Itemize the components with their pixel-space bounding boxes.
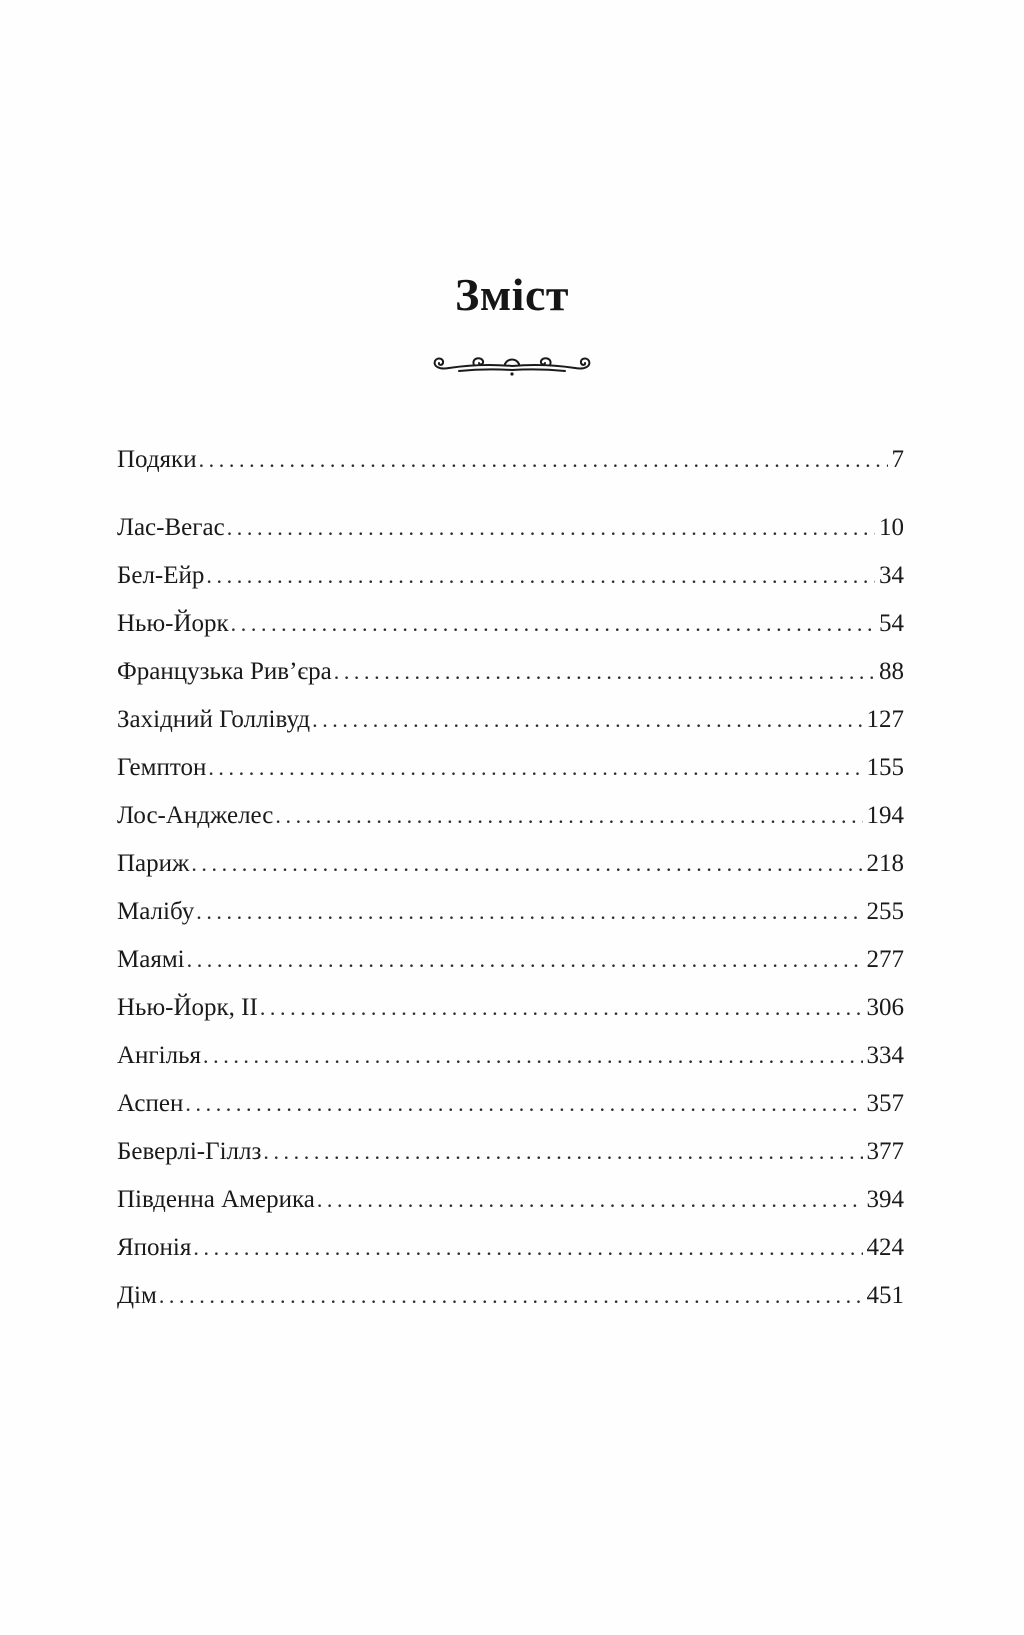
- toc-leader-dots: [187, 947, 863, 973]
- toc-leader-dots: [227, 515, 875, 541]
- page-title: Зміст: [455, 269, 569, 320]
- toc-entry-page-number: 306: [866, 994, 904, 1021]
- toc-entry: [117, 1282, 904, 1322]
- toc-leader-dots: [317, 1187, 863, 1213]
- toc-entry-page-number: 218: [866, 850, 904, 877]
- toc-entry-label: Париж: [117, 850, 190, 877]
- toc-entry-label: Західний Голлівуд: [117, 706, 311, 733]
- toc-leader-dots: [185, 1091, 862, 1117]
- toc-entry-page-number: 10: [879, 514, 904, 541]
- toc-entry-page-number: 377: [866, 1138, 904, 1165]
- toc-leader-dots: [334, 659, 875, 685]
- toc-leader-dots: [196, 899, 862, 925]
- toc-leader-dots: [203, 1043, 862, 1069]
- toc-entry: [117, 994, 904, 1034]
- toc-entry-label: Маямі: [117, 946, 185, 973]
- toc-entry: [117, 610, 904, 650]
- toc-leader-dots: [208, 755, 862, 781]
- toc-entry-page-number: 394: [866, 1186, 904, 1213]
- toc-entry: [117, 898, 904, 938]
- toc-entry-page-number: 88: [879, 658, 904, 685]
- toc-entry: [117, 514, 904, 554]
- toc-entry-label: Французька Рив’єра: [117, 658, 332, 685]
- toc-entry-page-number: 277: [866, 946, 904, 973]
- toc-entry: [117, 754, 904, 794]
- toc-entry-page-number: 424: [866, 1234, 904, 1261]
- toc-entry: [117, 1138, 904, 1178]
- toc-entry-page-number: 155: [866, 754, 904, 781]
- toc-entry-page-number: 7: [891, 446, 904, 473]
- toc-entry-page-number: 357: [866, 1090, 904, 1117]
- toc-leader-dots: [312, 707, 862, 733]
- toc-entry-label: Японія: [117, 1234, 192, 1261]
- toc-entry: [117, 1090, 904, 1130]
- toc-entry: [117, 1234, 904, 1274]
- toc-leader-dots: [263, 1139, 862, 1165]
- toc-entry-label: Ангілья: [117, 1042, 202, 1069]
- toc-entry: [117, 946, 904, 986]
- toc-entry-label: Гемптон: [117, 754, 207, 781]
- toc-entry-page-number: 451: [866, 1282, 904, 1309]
- toc-entry-label: Аспен: [117, 1090, 184, 1117]
- toc-leader-dots: [275, 803, 862, 829]
- toc-leader-dots: [231, 611, 875, 637]
- toc-entry-page-number: 54: [879, 610, 904, 637]
- toc-entry-label: Нью-Йорк, II: [117, 994, 258, 1021]
- toc-leader-dots: [159, 1283, 863, 1309]
- toc-entry-label: Нью-Йорк: [117, 610, 229, 637]
- toc-entry-label: Південна Америка: [117, 1186, 315, 1213]
- toc-entry: [117, 1186, 904, 1226]
- toc-entry-label: Подяки: [117, 446, 197, 473]
- toc-leader-dots: [193, 1235, 862, 1261]
- toc-entry-label: Дім: [117, 1282, 157, 1309]
- toc-leader-dots: [199, 447, 888, 473]
- toc-entry-page-number: 127: [866, 706, 904, 733]
- toc-entry-page-number: 34: [879, 562, 904, 589]
- toc-entry-label: Лос-Анджелес: [117, 802, 274, 829]
- toc-entry: [117, 802, 904, 842]
- toc-entry-label: Лас-Вегас: [117, 514, 225, 541]
- toc-entry: [117, 562, 904, 602]
- toc-entry-label: Бел-Ейр: [117, 562, 205, 589]
- toc-entry: [117, 1042, 904, 1082]
- toc-entry-page-number: 194: [866, 802, 904, 829]
- toc-entry: [117, 446, 904, 486]
- toc-entry-label: Беверлі-Гіллз: [117, 1138, 262, 1165]
- toc-entry-page-number: 255: [866, 898, 904, 925]
- toc-leader-dots: [191, 851, 862, 877]
- toc-entry: [117, 658, 904, 698]
- toc-entry-label: Малібу: [117, 898, 195, 925]
- toc-leader-dots: [206, 563, 875, 589]
- toc-leader-dots: [260, 995, 863, 1021]
- toc-entry: [117, 850, 904, 890]
- toc-entry-page-number: 334: [866, 1042, 904, 1069]
- flourish-divider-icon: [429, 352, 595, 380]
- toc-entry: [117, 706, 904, 746]
